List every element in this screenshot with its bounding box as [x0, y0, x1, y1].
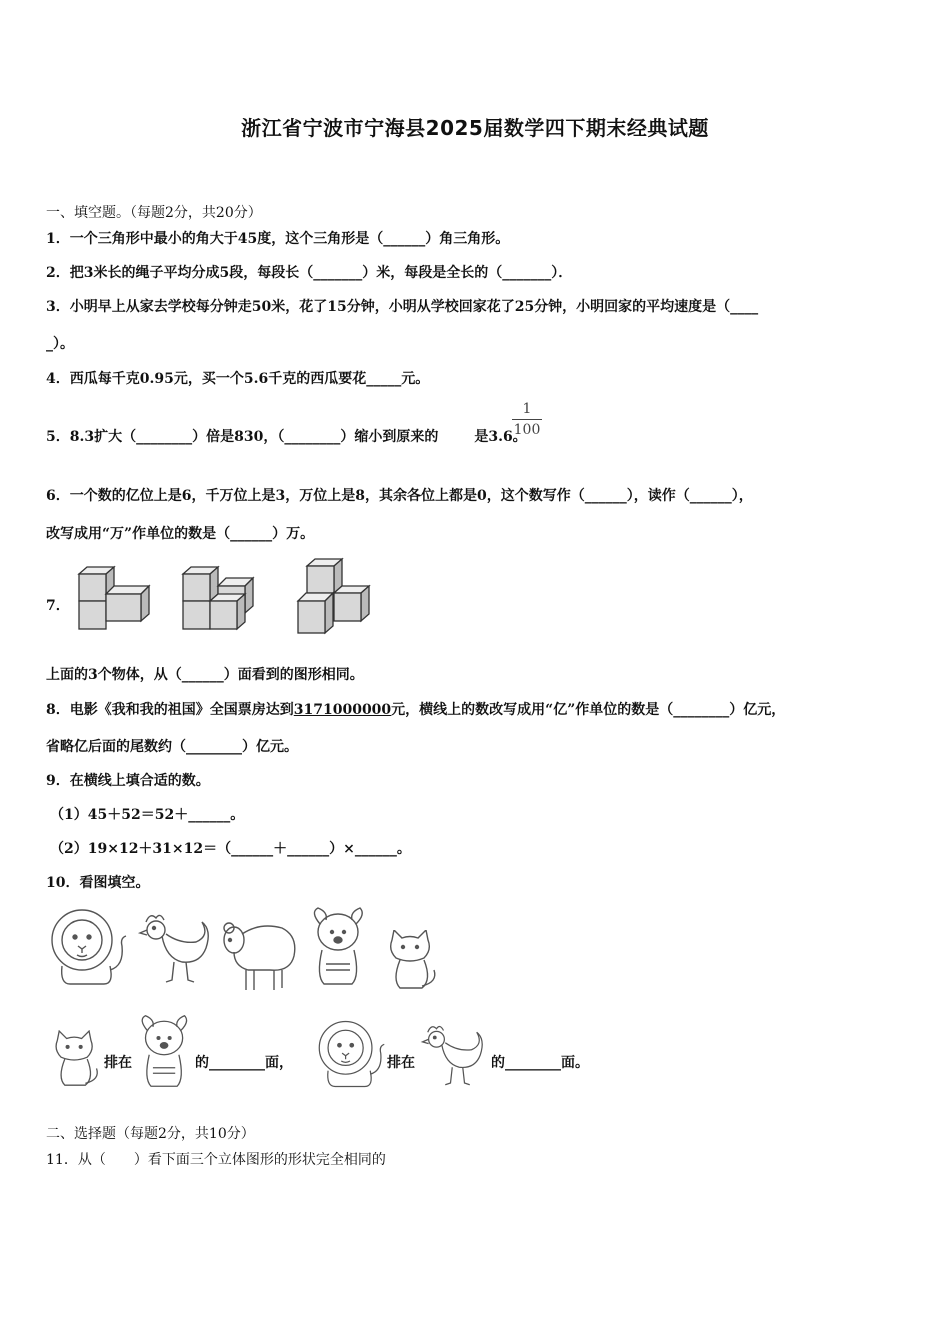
question-6-cont: 改写成用“万”作单位的数是（______）万。 [46, 526, 315, 542]
question-6: 6．一个数的亿位上是6，千万位上是3，万位上是8，其余各位上都是0，这个数写作（______），读作（______）， [46, 488, 753, 504]
question-3: 3．小明早上从家去学校每分钟走50米，花了15分钟，小明从学校回家花了25分钟，小明回家的平均速度是（____ [46, 299, 759, 315]
lion-icon [44, 906, 130, 988]
question-4: 4．西瓜每千克0.95元，买一个5.6千克的西瓜要花_____元。 [46, 371, 430, 387]
dog-icon-small [136, 1012, 194, 1090]
question-1: 1．一个三角形中最小的角大于45度，这个三角形是（______）角三角形。 [46, 231, 510, 247]
rooster-icon [136, 908, 216, 988]
question-7: 7． [46, 598, 70, 614]
lion-icon-small [312, 1018, 388, 1090]
cat-icon [382, 930, 442, 992]
page-title: 浙江省宁波市宁海县2025届数学四下期末经典试题 [241, 116, 709, 140]
q10-blank-1: 的________面， [195, 1055, 293, 1071]
cube-figure-1 [76, 564, 156, 634]
fraction-numerator: 1 [522, 401, 532, 417]
question-2: 2．把3米长的绳子平均分成5段，每段长（_______）米，每段是全长的（_______）． [46, 265, 573, 281]
question-9: 9．在横线上填合适的数。 [46, 773, 210, 789]
question-8-post: 元，横线上的数改写成用“亿”作单位的数是（________）亿元， [391, 702, 786, 718]
cat-icon-small [48, 1030, 104, 1090]
q10-pai-1: 排在 [104, 1055, 132, 1071]
box-office-number: 3171000000 [293, 702, 392, 718]
dog-icon [308, 904, 370, 988]
question-11: 11．从（ ）看下面三个立体图形的形状完全相同的 [46, 1152, 386, 1168]
cube-figure-2 [180, 564, 260, 634]
q10-blank-2: 的________面。 [491, 1055, 589, 1071]
fraction-denominator: 100 [513, 422, 541, 438]
question-8 [46, 699, 785, 719]
question-5 [46, 426, 527, 446]
question-10: 10．看图填空。 [46, 875, 150, 891]
section1-heading: 一、填空题。（每题2分，共20分） [46, 205, 262, 221]
question-5-text-b: 是3.6。 [474, 429, 527, 445]
cube-figure-3 [295, 556, 375, 636]
question-9-1: （1）45＋52＝52＋______。 [50, 807, 245, 823]
question-9-2: （2）19×12＋31×12＝（______＋______）×______。 [50, 841, 411, 857]
section2-heading: 二、选择题（每题2分，共10分） [46, 1126, 255, 1142]
q10-pai-2: 排在 [387, 1055, 415, 1071]
question-7-text: 上面的3个物体，从（______）面看到的图形相同。 [46, 667, 364, 683]
fraction-one-hundredth [509, 399, 545, 440]
question-3-cont: _）。 [46, 336, 74, 352]
sheep-icon [220, 916, 300, 994]
rooster-icon-small [418, 1020, 490, 1090]
question-8-pre: 8．电影《我和我的祖国》全国票房达到 [46, 702, 294, 718]
question-5-text-a: 5．8.3扩大（________）倍是830，（________）缩小到原来的 [46, 429, 439, 445]
question-8-cont: 省略亿后面的尾数约（________）亿元。 [46, 739, 298, 755]
